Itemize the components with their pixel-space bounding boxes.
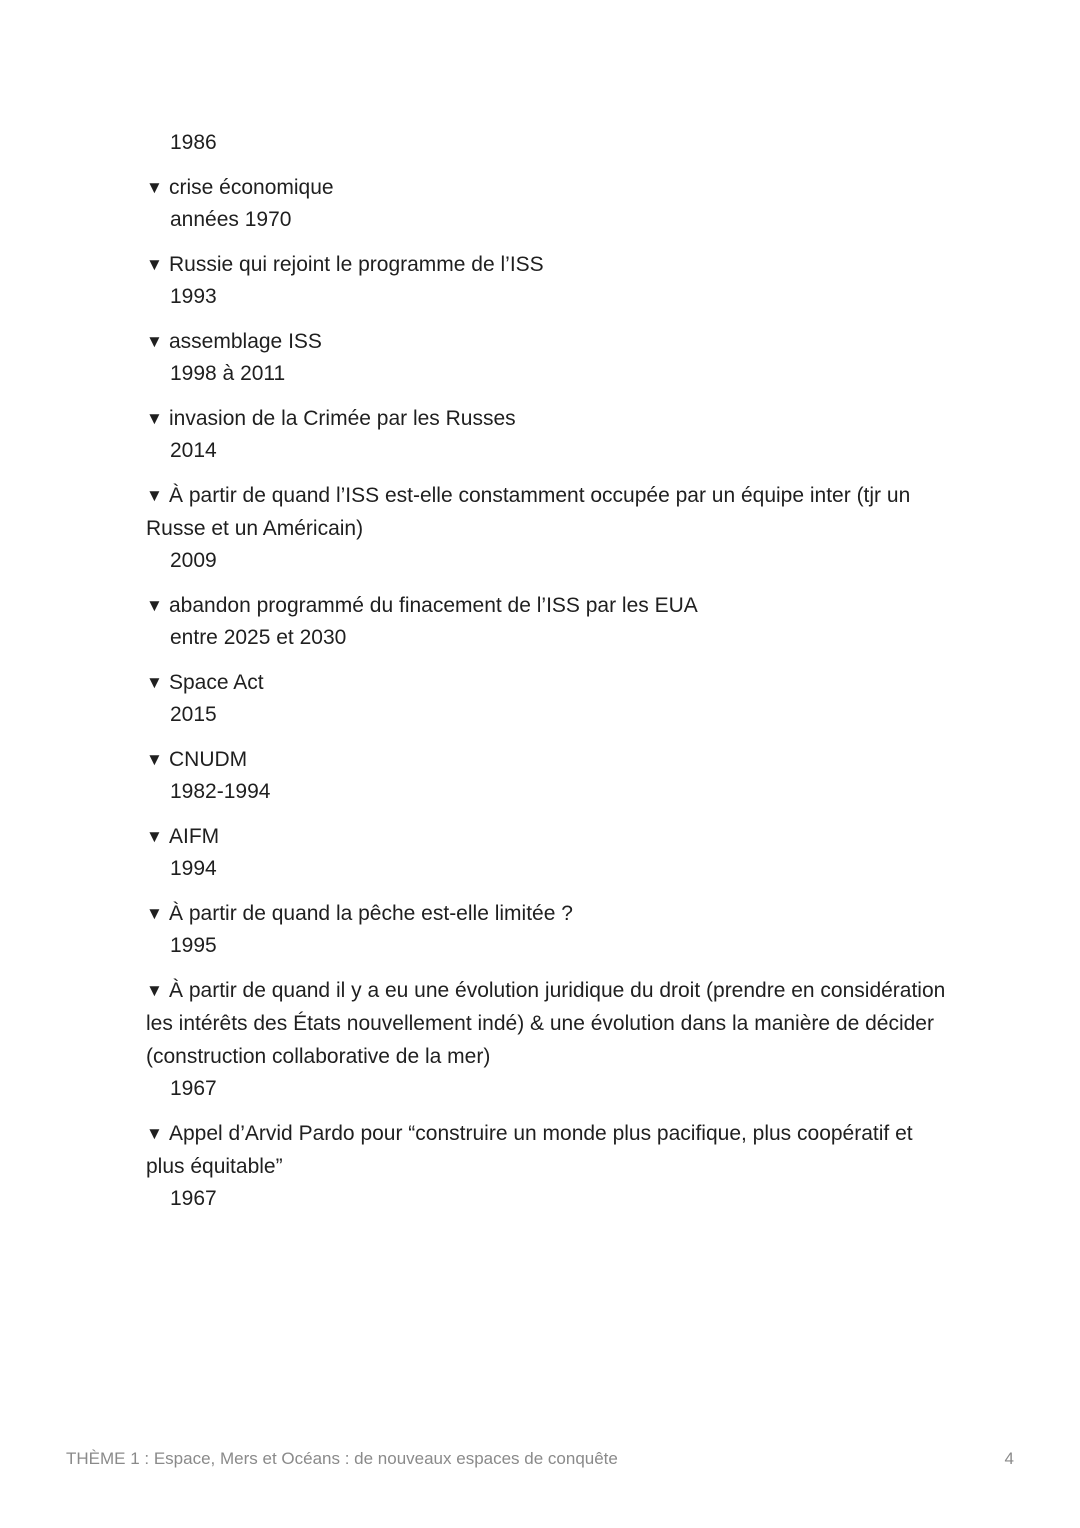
- answer-text: entre 2025 et 2030: [170, 626, 347, 649]
- answer-text: 1993: [170, 285, 217, 308]
- triangle-down-icon[interactable]: ▼: [146, 409, 163, 428]
- toggle-question[interactable]: [146, 402, 946, 435]
- list-item: [146, 589, 946, 654]
- list-item: [146, 897, 946, 962]
- question-text: Appel d’Arvid Pardo pour “construire un monde plus pacifique, plus coopératif et plus équitable”: [146, 1122, 913, 1178]
- page-number: 4: [1004, 1449, 1014, 1468]
- question-text: assemblage ISS: [169, 330, 322, 353]
- list-item: [146, 1117, 946, 1215]
- triangle-down-icon[interactable]: ▼: [146, 255, 163, 274]
- question-text: crise économique: [169, 176, 334, 199]
- toggle-question[interactable]: [146, 974, 946, 1073]
- list-item: [146, 402, 946, 467]
- toggle-question[interactable]: [146, 325, 946, 358]
- triangle-down-icon[interactable]: ▼: [146, 981, 163, 1000]
- list-item: [146, 248, 946, 313]
- question-text: invasion de la Crimée par les Russes: [169, 407, 516, 430]
- list-item: [146, 325, 946, 390]
- toggle-question[interactable]: [146, 248, 946, 281]
- list-item: [146, 820, 946, 885]
- toggle-question[interactable]: [146, 897, 946, 930]
- question-text: Russie qui rejoint le programme de l’ISS: [169, 253, 544, 276]
- triangle-down-icon[interactable]: ▼: [146, 332, 163, 351]
- triangle-down-icon[interactable]: ▼: [146, 486, 163, 505]
- answer-text: 1995: [170, 934, 217, 957]
- triangle-down-icon[interactable]: ▼: [146, 750, 163, 769]
- answer-text: 1994: [170, 857, 217, 880]
- answer-text: 1998 à 2011: [170, 362, 286, 385]
- triangle-down-icon[interactable]: ▼: [146, 178, 163, 197]
- answer-text: 2014: [170, 439, 217, 462]
- question-text: abandon programmé du finacement de l’ISS par les EUA: [169, 594, 698, 617]
- question-text: AIFM: [169, 825, 220, 848]
- triangle-down-icon[interactable]: ▼: [146, 904, 163, 923]
- question-text: À partir de quand l’ISS est-elle constamment occupée par un équipe inter (tjr un Russe et un Américain): [146, 484, 911, 540]
- toggle-list: [146, 127, 946, 1227]
- answer-text: années 1970: [170, 208, 292, 231]
- toggle-question[interactable]: [146, 171, 946, 204]
- page-footer: [66, 1448, 1014, 1470]
- toggle-question[interactable]: [146, 1117, 946, 1183]
- triangle-down-icon[interactable]: ▼: [146, 827, 163, 846]
- toggle-question[interactable]: [146, 743, 946, 776]
- toggle-question[interactable]: [146, 820, 946, 853]
- triangle-down-icon[interactable]: ▼: [146, 673, 163, 692]
- question-text: À partir de quand la pêche est-elle limitée ?: [169, 902, 573, 925]
- list-item: [146, 666, 946, 731]
- toggle-question[interactable]: [146, 666, 946, 699]
- answer-text: 1967: [170, 1077, 217, 1100]
- footer-title: THÈME 1 : Espace, Mers et Océans : de nouveaux espaces de conquête: [66, 1449, 618, 1468]
- triangle-down-icon[interactable]: ▼: [146, 1124, 163, 1143]
- list-item: [146, 743, 946, 808]
- list-item: [146, 479, 946, 577]
- answer-text: 2015: [170, 703, 217, 726]
- intro-answer: 1986: [170, 131, 217, 154]
- toggle-question[interactable]: [146, 479, 946, 545]
- list-item: [146, 171, 946, 236]
- question-text: CNUDM: [169, 748, 248, 771]
- question-text: À partir de quand il y a eu une évolution juridique du droit (prendre en considération les intérêts des États nouvellement indé) & une évolution dans la manière de décider (construction collaborative de la mer): [146, 979, 946, 1068]
- answer-text: 1982-1994: [170, 780, 271, 803]
- list-item: [146, 974, 946, 1105]
- triangle-down-icon[interactable]: ▼: [146, 596, 163, 615]
- answer-text: 2009: [170, 549, 217, 572]
- toggle-question[interactable]: [146, 589, 946, 622]
- question-text: Space Act: [169, 671, 264, 694]
- answer-text: 1967: [170, 1187, 217, 1210]
